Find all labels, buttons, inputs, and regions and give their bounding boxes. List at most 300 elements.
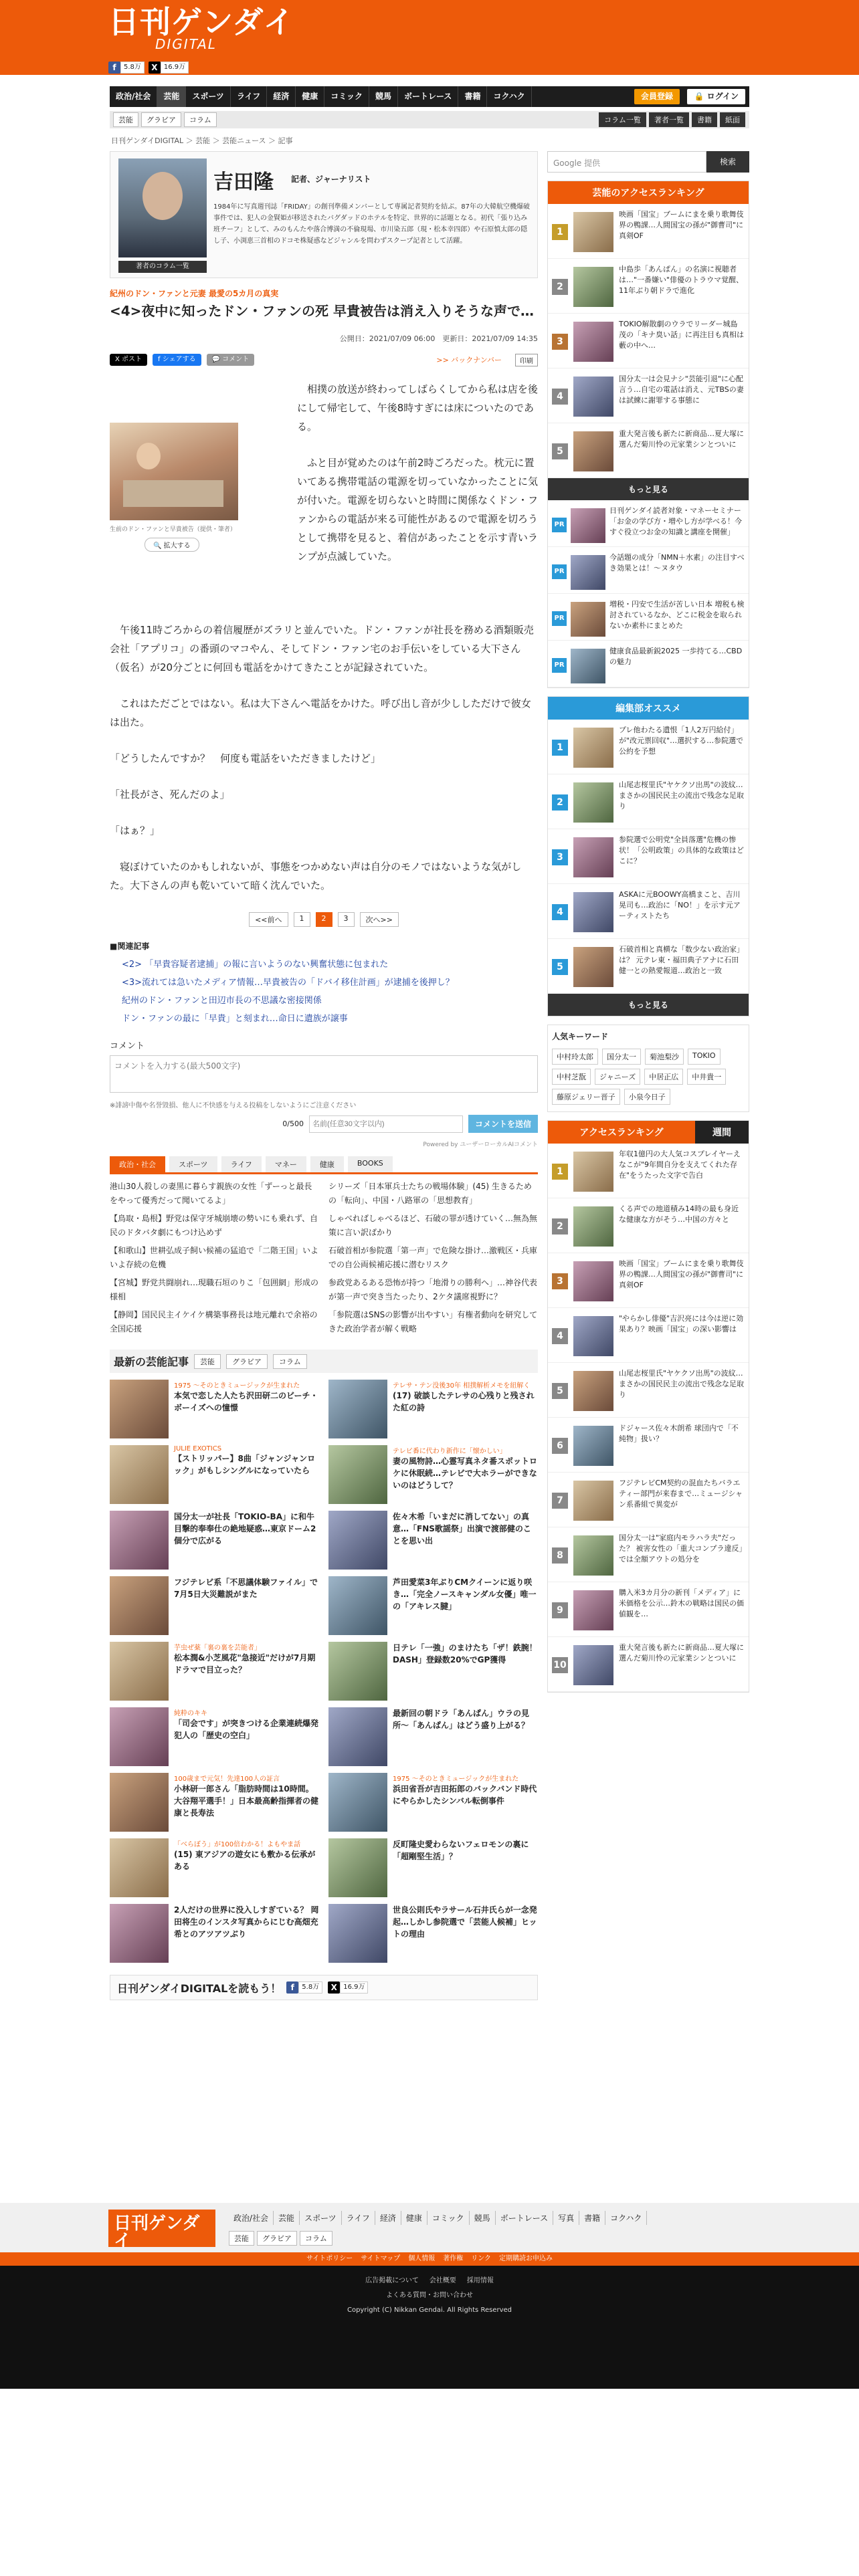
news-link[interactable]: シリーズ「日本軍兵士たちの戦場体験」(45) 生きるための「転向」、中国・八路軍の「思想教育」 <box>328 1182 532 1205</box>
page-current[interactable]: 2 <box>316 912 332 927</box>
news-link[interactable]: 参政党あるある恐怖が持つ「地滑りの勝利へ」…神谷代表が第一声で突き当たったり、2ケタ議席視野に？ <box>328 1278 538 1301</box>
footer-nav-item[interactable]: 書籍 <box>579 2211 605 2225</box>
prev-page[interactable]: <<前へ <box>249 912 288 927</box>
rank-number: 5 <box>552 959 568 975</box>
article-paragraph: ふと目が覚めたのは午前2時ごろだった。枕元に置いてある携帯電話の電源を切っていなかったことに気が付いた。電源を切らないと時間に関係なくドン・ファンからの電話が来る可能性があるので電源を切ろうとして携帯を見ると、着信があったことを示す青いランプが点滅していた。 <box>297 457 539 562</box>
latest-card[interactable] <box>328 1445 538 1504</box>
latest-card[interactable] <box>110 1838 319 1897</box>
latest-headline: 国分太一が社長「TOKIO-BA」に和牛目撃的奉奉仕の絶地疑惑…東京ドーム2個分で広がる <box>174 1512 316 1545</box>
comment-icon: 💬 <box>211 356 221 363</box>
ranking-item[interactable] <box>548 1363 749 1418</box>
rank-title: 購入米3カ月分の新刊「メディア」に米価格を公示…鈴木の戦略は国民の価値観を… <box>619 1588 744 1618</box>
rank-thumb <box>573 267 613 307</box>
latest-thumb <box>328 1511 387 1570</box>
news-tab[interactable]: BOOKS <box>348 1156 393 1172</box>
latest-cat[interactable]: 芸能 <box>194 1354 221 1369</box>
footer-link[interactable]: 会社概要 <box>429 2277 456 2284</box>
fb-count: 5.8万 <box>120 62 145 74</box>
latest-thumb <box>110 1511 169 1570</box>
ranking-item[interactable] <box>548 314 749 368</box>
books-link[interactable]: 書籍 <box>692 112 717 127</box>
header-social <box>108 62 189 74</box>
rank-thumb <box>573 728 613 768</box>
rank-thumb <box>573 947 613 987</box>
subnav-item[interactable]: コラム <box>184 112 217 127</box>
zoom-button[interactable] <box>145 538 199 552</box>
latest-card[interactable] <box>110 1642 319 1701</box>
footer-logo[interactable]: 日刊ゲンダイ <box>108 2210 215 2247</box>
latest-cat[interactable]: グラビア <box>226 1354 268 1369</box>
x-follow[interactable] <box>149 62 189 74</box>
keyword-tag[interactable]: 中井貴一 <box>687 1069 726 1085</box>
editor-picks-title: 編集部オススメ <box>548 697 749 720</box>
news-grid <box>110 1180 538 1340</box>
latest-headline: 妻の風物詩…心霊写真ネタ番スポットロケに休眠続…テレビで大ホラーができないのはどうして？ <box>393 1457 538 1490</box>
pr-item[interactable] <box>548 500 749 547</box>
related-link[interactable]: <3>流れては急いたメディア情報…早貴被告の「ドバイ移住計画」が逮捕を後押し？ <box>122 978 454 988</box>
rank-number: 10 <box>552 1657 568 1673</box>
latest-headline: 浜田省吾が吉田拓郎のバックバンド時代にやらかしたシンバル転倒事件 <box>393 1784 537 1806</box>
facebook-icon: f <box>158 356 161 363</box>
ranking-item[interactable] <box>548 259 749 314</box>
article-lead-block <box>110 380 538 621</box>
latest-thumb <box>110 1445 169 1504</box>
latest-headline: フジテレビ系「不思議体験ファイル」で7月5日大災難説がまた <box>174 1578 318 1599</box>
latest-headline: 本気で恋した人たち沢田研二のビーチ・ボーイズへの憧憬 <box>174 1391 318 1412</box>
member-register-button[interactable]: 会員登録 <box>634 89 680 104</box>
ranking-item[interactable] <box>548 368 749 423</box>
ranking-item[interactable] <box>548 1473 749 1527</box>
footer-link[interactable]: 個人情報 <box>408 2255 436 2262</box>
rank-title: 中島歩「あんぱん」の名演に視聴者は…"一番嫌い"俳優のトラウマ覚醒、11年ぶり朝ドラで進化 <box>619 265 744 295</box>
comment-section <box>110 1039 538 1148</box>
page-link[interactable]: 1 <box>294 912 310 927</box>
footer-nav-item[interactable]: 健康 <box>401 2211 427 2225</box>
author-columns-button[interactable]: 著者のコラム一覧 <box>118 261 207 273</box>
nav-item[interactable]: 政治/社会 <box>110 86 157 107</box>
keyword-tag[interactable]: 中村玲太郎 <box>552 1049 598 1065</box>
latest-headline: 世良公則氏やラサール石井氏らが一念発起…しかし参院選で「芸能人候補」ヒットの理由 <box>393 1905 537 1939</box>
news-tab-active[interactable]: 政治・社会 <box>110 1156 165 1172</box>
latest-text <box>174 1773 319 1832</box>
rank-number: 3 <box>552 849 568 865</box>
pagination <box>110 912 538 927</box>
breadcrumb[interactable]: 日刊ゲンダイDIGITAL ＞ 芸能 ＞ 芸能ニュース ＞ 記事 <box>111 136 293 145</box>
subnav-item[interactable]: 芸能 <box>113 112 138 127</box>
latest-grid <box>110 1380 538 1963</box>
latest-headline: 佐々木希「いまだに消してない」の真意…「FNS歌謡祭」出演で渡部健のことを思い出 <box>393 1512 531 1545</box>
rank-number: 6 <box>552 1438 568 1454</box>
footer-link[interactable]: 著作権 <box>443 2255 464 2262</box>
nav-item[interactable]: スポーツ <box>186 86 231 107</box>
search-input[interactable]: Google 提供 <box>547 151 706 173</box>
article-paragraph: 「はぁ？」 <box>110 825 161 837</box>
print-button[interactable]: 印刷 <box>515 354 538 366</box>
ranking-item[interactable] <box>548 939 749 994</box>
rank-title: 映画「国宝」ブームにまを乗り歌舞伎界の鴨課…人間国宝の孫が"御曹司"に真剣OF <box>619 1259 744 1289</box>
access-ranking <box>547 181 749 688</box>
related-link[interactable]: 紀州のドン・ファンと田辺市長の不思議な密接関係 <box>122 996 322 1006</box>
news-tab[interactable]: スポーツ <box>169 1156 217 1172</box>
footer-sub-item[interactable]: グラビア <box>257 2231 297 2246</box>
comment-button[interactable] <box>207 354 255 366</box>
latest-thumb <box>328 1773 387 1832</box>
latest-headline: 芦田愛菜3年ぶりCMクイーンに返り咲き…「完全ノースキャンダル女優」唯一の「アキレス腱」 <box>393 1578 537 1611</box>
char-count: 0/500 <box>282 1119 304 1128</box>
footer-nav-item[interactable]: ボートレース <box>496 2211 553 2225</box>
rank-title: 映画「国宝」ブームにまを乗り歌舞伎界の鴨課…人間国宝の孫が"御曹司"に真剣OF <box>619 210 744 240</box>
comment-name-input[interactable] <box>309 1115 463 1133</box>
latest-text <box>393 1707 538 1766</box>
site-header <box>0 0 859 75</box>
footer-link[interactable]: サイトポリシー <box>306 2255 353 2262</box>
rank-number: 2 <box>552 794 568 811</box>
news-link[interactable]: 港山30人殺しの妻黒に暮らす親族の女性「ずーっと最長をやって優秀だって聞いてるよ」 <box>110 1182 312 1205</box>
ranking-item[interactable] <box>548 1582 749 1637</box>
keywords-title: 人気キーワード <box>552 1032 609 1041</box>
latest-thumb <box>110 1707 169 1766</box>
latest-thumb <box>328 1838 387 1897</box>
footer-link[interactable]: 定期購読お申込み <box>499 2255 553 2262</box>
latest-card[interactable] <box>110 1576 319 1635</box>
share-bar <box>110 353 538 366</box>
editor-picks-list <box>548 720 749 994</box>
latest-kicker: テレビ番に代わり新作に「懐かしい」 <box>393 1448 506 1455</box>
latest-headline: 最新回の朝ドラ「あんぱん」ウラの見所〜「あんぱん」はどう盛り上がる？ <box>393 1709 530 1730</box>
footer-nav-area <box>0 2203 859 2252</box>
latest-kicker: 100歳まで元気！先達100人の証言 <box>174 1776 280 1783</box>
news-link[interactable]: 石破首相が参院選「第一声」で危険な掛け…激戦区・兵庫での自公両候補応援に潜むリスク <box>328 1246 538 1269</box>
rank-thumb <box>573 1206 613 1247</box>
latest-card[interactable] <box>110 1773 319 1832</box>
rank-thumb <box>573 1261 613 1301</box>
latest-kicker: テレサ・テン没後30年 相撲解析メモを紐解く <box>393 1382 531 1390</box>
latest-headline: (17) 破談したテレサの心残りと残された紅の詩 <box>393 1391 535 1412</box>
latest-text <box>393 1838 538 1897</box>
nav-item[interactable]: コミック <box>324 86 369 107</box>
latest-text <box>174 1707 319 1766</box>
footer-bottom <box>0 2266 859 2389</box>
latest-card[interactable] <box>328 1707 538 1766</box>
latest-thumb <box>328 1642 387 1701</box>
nav-item[interactable]: 書籍 <box>458 86 487 107</box>
latest-thumb <box>328 1707 387 1766</box>
rank-number: 1 <box>552 1164 568 1180</box>
pr-badge: PR <box>552 658 567 673</box>
facebook-follow[interactable] <box>108 62 145 74</box>
footer-faq-link[interactable]: よくある質問・お問い合わせ <box>386 2292 473 2299</box>
ranking-item[interactable] <box>548 884 749 939</box>
ranking-item[interactable] <box>548 1418 749 1473</box>
keyword-tag[interactable]: 国分太一 <box>602 1049 641 1065</box>
ranking-item[interactable] <box>548 1637 749 1692</box>
article-photo[interactable] <box>110 423 238 520</box>
latest-text <box>174 1511 319 1570</box>
rank-thumb <box>573 1426 613 1466</box>
rank-title: 山尾志桜里氏"ヤケクソ出馬"の波紋…まさかの国民民主の流出で残念な足取り <box>619 780 744 811</box>
next-page[interactable]: 次へ>> <box>360 912 399 927</box>
lock-icon: 🔒 <box>694 92 704 101</box>
rank-number: 5 <box>552 1383 568 1399</box>
ranking-item[interactable] <box>548 829 749 884</box>
search-button[interactable]: 検索 <box>706 151 749 173</box>
latest-headline: 2人だけの世界に没入しすぎている？ 岡田将生のインスタ写真からにじむ高畑充希とのアツアツぶり <box>174 1905 319 1939</box>
footer-sub-item[interactable]: コラム <box>300 2231 332 2246</box>
latest-card[interactable] <box>328 1642 538 1701</box>
latest-headline: 松本潤&小芝風花"急接近"だけが7月期ドラマで目立った？ <box>174 1653 316 1675</box>
footer-nav <box>229 2211 647 2225</box>
nav-item[interactable]: 競馬 <box>369 86 398 107</box>
facebook-follow[interactable] <box>286 1981 322 1994</box>
related-link[interactable]: <2> 「早貴容疑者逮捕」の報に言いようのない興奮状態に包まれた <box>122 960 389 970</box>
page-link[interactable]: 3 <box>338 912 355 927</box>
ranking-item[interactable] <box>548 1253 749 1308</box>
latest-thumb <box>110 1576 169 1635</box>
column-list-link[interactable]: コラム一覧 <box>599 112 646 127</box>
latest-card[interactable] <box>328 1904 538 1963</box>
latest-kicker: 芋虫ぜ薬「裏の裏を芸能者」 <box>174 1644 261 1652</box>
share-fb-button[interactable] <box>153 354 201 366</box>
footer-nav-item[interactable]: スポーツ <box>300 2211 342 2225</box>
footer-link[interactable]: サイトマップ <box>361 2255 401 2262</box>
rank-number: 2 <box>552 279 568 295</box>
logo-subtext: DIGITAL <box>155 36 217 52</box>
latest-cat[interactable]: コラム <box>273 1354 307 1369</box>
news-link[interactable]: 「参院選はSNSの影響が出やすい」有権者動向を研究してきた政治学者が解く戦略 <box>328 1310 538 1333</box>
latest-card[interactable] <box>110 1904 319 1963</box>
photo-caption: 生前のドン・ファンと早貴被告（提供・筆者） <box>110 526 236 533</box>
access-ranking-title: 芸能のアクセスランキング <box>548 181 749 204</box>
latest-kicker: 1975 ～そのときミュージックが生まれた <box>393 1776 519 1783</box>
x-count: 16.9万 <box>340 1981 368 1994</box>
rank-thumb <box>573 377 613 417</box>
ranking-item[interactable] <box>548 423 749 478</box>
article-kicker[interactable]: 紀州のドン・ファンと元妻 最愛の5カ月の真実 <box>110 289 279 298</box>
rank-thumb <box>573 1590 613 1630</box>
article-paragraph: これはただごとではない。私は大下さんへ電話をかけた。呼び出し音が少ししただけで彼女は出た。 <box>110 697 531 728</box>
latest-text <box>174 1576 319 1635</box>
news-link[interactable]: 【和歌山】世耕弘成子飼い候補の猛追で「二階王国」いよいよ存続の危機 <box>110 1246 319 1269</box>
latest-thumb <box>110 1904 169 1963</box>
ranking-item[interactable] <box>548 720 749 774</box>
rank-title: プレ他わたる遺恨「1人2万円給付」が"改元票回収"…選択する…参院選で公約を予想 <box>619 726 744 756</box>
rank-thumb <box>573 1316 613 1356</box>
rank-number: 3 <box>552 334 568 350</box>
latest-thumb <box>328 1445 387 1504</box>
pr-badge: PR <box>552 518 567 532</box>
latest-headline: 反町隆史愛わらないフェロモンの裏に「超剛堅生活」？ <box>393 1840 529 1861</box>
comment-controls <box>110 1115 538 1133</box>
nav-item[interactable]: コクハク <box>487 86 531 107</box>
comment-submit-button[interactable]: コメントを送信 <box>468 1115 538 1133</box>
facebook-icon: f <box>286 1981 298 1994</box>
footer-nav-item[interactable]: コミック <box>427 2211 470 2225</box>
related-link[interactable]: ドン・ファンの最に「早貴」と刻まれ…命日に遺族が譲事 <box>122 1014 348 1024</box>
pr-thumb <box>571 602 605 637</box>
ranking-item[interactable] <box>548 774 749 829</box>
login-button[interactable] <box>687 89 745 104</box>
footer-sub-item[interactable]: 芸能 <box>229 2231 254 2246</box>
latest-thumb <box>110 1773 169 1832</box>
latest-card[interactable] <box>110 1511 319 1570</box>
rank-thumb <box>573 1535 613 1576</box>
pr-badge: PR <box>552 611 567 626</box>
related-heading: ■関連記事 <box>110 942 150 951</box>
footer-nav-item[interactable]: コクハク <box>605 2211 647 2225</box>
footer-link[interactable]: 採用情報 <box>466 2277 494 2284</box>
pr-item[interactable] <box>548 594 749 641</box>
news-tab[interactable]: 健康 <box>310 1156 344 1172</box>
news-tab[interactable]: マネー <box>266 1156 306 1172</box>
news-link[interactable]: しゃべればしゃべるほど、石破の罪が透けていく…無為無策に言い訳ばかり <box>328 1214 538 1237</box>
article-figure <box>110 423 238 570</box>
ranking-item[interactable] <box>548 1198 749 1253</box>
author-photo <box>118 158 207 257</box>
nav-item-active[interactable]: 芸能 <box>157 86 186 107</box>
comment-powered[interactable]: Powered by ユーザーローカルAIコメント <box>423 1142 538 1148</box>
site-search <box>547 151 749 173</box>
weekly-header <box>548 1121 749 1144</box>
news-link[interactable]: 【宮城】野党共闘崩れ…現職石垣のりこ「包囲網」形成の様相 <box>110 1278 319 1301</box>
footer-link[interactable]: リンク <box>471 2255 492 2262</box>
rank-title: 国分太一は会見ナシ"芸能引退"に心配言う…自宅の電話は消え、元TBSの妻は試練に謝罪する事態に <box>619 374 744 405</box>
keyword-tag[interactable]: TOKIO <box>688 1049 721 1065</box>
latest-card[interactable] <box>328 1838 538 1897</box>
rank-title: 山尾志桜里氏"ヤケクソ出馬"の波紋…まさかの国民民主の流出で残念な足取り <box>619 1369 744 1399</box>
latest-card[interactable] <box>328 1380 538 1438</box>
keyword-tag[interactable]: 小泉今日子 <box>624 1089 670 1105</box>
related-list <box>110 957 538 1024</box>
pr-title: 今話題の成分「NMN＋水素」の注目すべき効果とは！〜ヌタウ <box>609 553 745 572</box>
news-link[interactable]: 【静岡】国民民主イケイケ構築事務長は地元離れで余裕の全国応援 <box>110 1310 318 1333</box>
editor-picks <box>547 696 749 1016</box>
nav-item[interactable]: ボートレース <box>398 86 458 107</box>
latest-kicker: 1975 ～そのときミュージックが生まれた <box>174 1382 300 1390</box>
rank-number: 1 <box>552 224 568 240</box>
author-box <box>110 151 538 278</box>
back-number-link[interactable]: >> バックナンバー <box>436 356 502 364</box>
latest-card[interactable] <box>110 1707 319 1766</box>
latest-text <box>393 1576 538 1635</box>
zoom-icon: 🔍 <box>153 542 162 550</box>
sidebar <box>547 151 749 1693</box>
access-ranking-list <box>548 204 749 478</box>
keywords-box <box>547 1025 749 1112</box>
footer-nav-item[interactable]: ライフ <box>342 2211 375 2225</box>
latest-card[interactable] <box>110 1445 319 1504</box>
ranking-item[interactable] <box>548 1144 749 1198</box>
rank-title: くる声での地道積み14時の最も身近な健康な方がそう…中国の方々と <box>619 1204 739 1224</box>
footer-nav-item[interactable]: 写真 <box>553 2211 579 2225</box>
keyword-tag[interactable]: 中居正広 <box>644 1069 683 1085</box>
zoom-label: 拡大する <box>163 542 191 550</box>
latest-card[interactable] <box>110 1380 319 1438</box>
comment-note: ※誹謗中傷や名誉毀損、他人に不快感を与える投稿をしないようにご注意ください <box>110 1102 357 1109</box>
sub-nav <box>110 111 749 128</box>
footer-link[interactable]: 広告掲載について <box>365 2277 419 2284</box>
more-button[interactable]: もっと見る <box>548 478 749 500</box>
author-role: 記者、ジャーナリスト <box>291 175 371 184</box>
keyword-tag[interactable]: 藤原ジェリー晋子 <box>552 1089 620 1105</box>
ranking-item[interactable] <box>548 204 749 259</box>
keyword-tag[interactable]: 中村芝翫 <box>552 1069 591 1085</box>
footer-nav-item[interactable]: 経済 <box>375 2211 401 2225</box>
subnav-item[interactable]: グラビア <box>141 112 181 127</box>
nav-item[interactable]: ライフ <box>231 86 267 107</box>
x-icon: X <box>115 356 120 363</box>
published-date: 公開日：2021/07/09 06:00 <box>339 334 436 343</box>
rank-number: 5 <box>552 443 568 459</box>
rank-number: 8 <box>552 1547 568 1564</box>
ranking-item[interactable] <box>548 1527 749 1582</box>
site-logo[interactable] <box>108 4 295 52</box>
latest-headline: 【ストリッパー】8曲「ジャンジャンロック」がもしシングルになっていたら <box>174 1454 316 1475</box>
rank-title: "やらかし俳優"吉沢亮には今は逆に効果あり？映画「国宝」の深い影響は <box>619 1314 744 1333</box>
keyword-tag[interactable]: ジャニーズ <box>595 1069 640 1085</box>
x-icon: X <box>149 62 161 74</box>
share-x-button[interactable] <box>110 354 147 366</box>
share-fb-label: シェアする <box>162 356 196 363</box>
rank-title: 国分太一は"家庭内モラハラ夫"だった？ 被害女性の「重大コンプラ違反」では全額アウトの処分を <box>619 1533 743 1564</box>
latest-text <box>174 1904 319 1963</box>
rank-number: 4 <box>552 1328 568 1344</box>
main-nav <box>110 86 749 107</box>
pr-item[interactable] <box>548 547 749 594</box>
footer-nav-item[interactable]: 競馬 <box>470 2211 496 2225</box>
pr-item[interactable] <box>548 641 749 687</box>
pr-list <box>548 500 749 687</box>
latest-text <box>174 1642 319 1701</box>
rank-title: 参院選で公明党"全員落選"危機の惨状！「公明政策」の具体的な政策はどこに？ <box>619 835 744 865</box>
article-paragraph: 「社長がさ、死んだのよ」 <box>110 788 230 800</box>
rank-title: フジテレビCM契約の混血たちバラエティー部門が来春まで…ミュージシャン系番組で異変が <box>619 1479 743 1509</box>
latest-headline: 「司会です」が突きつける企業連続爆発犯人の「歴史の空白」 <box>174 1719 319 1740</box>
latest-text <box>174 1445 319 1504</box>
footer-links-2 <box>0 2274 859 2288</box>
latest-card[interactable] <box>328 1576 538 1635</box>
article-body <box>110 380 538 895</box>
pr-thumb <box>571 555 605 590</box>
latest-card[interactable] <box>328 1511 538 1570</box>
keyword-tag[interactable]: 菊池梨沙 <box>645 1049 684 1065</box>
more-button[interactable]: もっと見る <box>548 994 749 1016</box>
footer-nav-item[interactable]: 芸能 <box>274 2211 300 2225</box>
nav-item[interactable]: 健康 <box>296 86 324 107</box>
weekly-period-tab[interactable]: 週間 <box>695 1121 749 1144</box>
comment-textarea[interactable] <box>110 1055 538 1093</box>
paper-link[interactable]: 紙面 <box>720 112 745 127</box>
latest-text <box>393 1773 538 1832</box>
pr-thumb <box>571 508 605 543</box>
rank-thumb <box>573 837 613 877</box>
footer-links <box>0 2252 859 2266</box>
footer-nav-item[interactable]: 政治/社会 <box>229 2211 274 2225</box>
latest-text <box>393 1380 538 1438</box>
author-bio: 1984年に写真週刊誌「FRIDAY」の創刊準備メンバーとして専属記者契約を結ぶ。87年の大韓航空機爆破事件では、犯人の金賢姫が移送されたバグダッドのホテルを特定、世界的に話題となる。初代「張り込み班チーフ」として、みのもんたや落合博満の不倫現場、市川染五郎（現・松本幸四郎）や石原慎太郎の隠し子、小渕恵三首相のドコモ株疑惑などジャンルを問わずスクープ記者として活躍。 <box>213 203 531 245</box>
nav-item[interactable]: 経済 <box>267 86 296 107</box>
news-tab[interactable]: ライフ <box>221 1156 262 1172</box>
rank-title: 年収1億円の大人気コスプレイヤーえなこが"9年間自分を支えてくれた存在"をうたった文字で告白 <box>619 1150 741 1180</box>
ranking-item[interactable] <box>548 1308 749 1363</box>
rank-title: 重大発言後も新たに新商品…夏大塚に選んだ菊川怜の元家業シンとついに <box>619 429 744 449</box>
x-follow[interactable] <box>328 1981 368 1994</box>
news-link[interactable]: 【鳥取・島根】野党は保守牙城崩壊の勢いにも乗れず、自民のドタバタ劇にもつけ込めず <box>110 1214 318 1237</box>
latest-card[interactable] <box>328 1773 538 1832</box>
latest-text <box>393 1642 538 1701</box>
pr-badge: PR <box>552 564 567 579</box>
author-list-link[interactable]: 著者一覧 <box>649 112 689 127</box>
weekly-title: アクセスランキング <box>548 1121 695 1144</box>
